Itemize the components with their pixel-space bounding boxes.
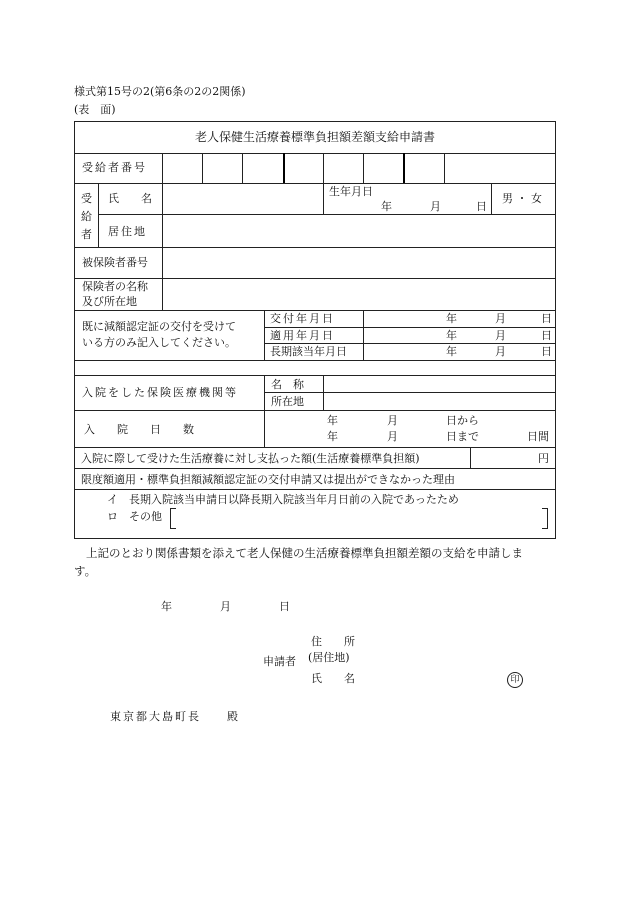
cert-row-day: 日 <box>541 312 552 325</box>
reason-option-a: イ 長期入院該当申請日以降長期入院該当年月日前の入院であったため <box>107 493 459 506</box>
applicant-address-sub: (居住地) <box>308 651 350 664</box>
recipient-label: 受給者 <box>81 192 92 241</box>
cert-row-month: 月 <box>495 345 506 358</box>
yen-unit: 円 <box>538 452 549 465</box>
to-month: 月 <box>387 430 398 443</box>
cert-row-day: 日 <box>541 329 552 342</box>
from-month: 月 <box>387 414 398 427</box>
statement-line: 上記のとおり関係書類を添えて老人保健の生活療養標準負担額差額の支給を申請しま <box>86 546 523 560</box>
cert-row-label: 交付年月日 <box>270 312 335 325</box>
date-month: 月 <box>220 600 231 613</box>
days-unit: 日間 <box>527 430 549 443</box>
statement-line-2: す。 <box>74 564 97 578</box>
recipient-number-label: 受給者番号 <box>82 161 147 174</box>
applicant-name-label: 氏 名 <box>311 672 355 685</box>
applicant-label: 申請者 <box>263 655 296 668</box>
paid-amount-label: 入院に際して受けた生活療養に対し支払った額(生活療養標準負担額) <box>81 452 420 465</box>
birth-day: 日 <box>476 200 487 213</box>
seal-mark: 印 <box>507 672 523 688</box>
bracket-left <box>170 508 176 529</box>
addressee: 東京都大島町長 殿 <box>110 710 240 723</box>
cert-row-year: 年 <box>446 345 457 358</box>
cert-note-2: いる方のみ記入してください。 <box>82 336 236 349</box>
to-day: 日まで <box>446 430 479 443</box>
from-year: 年 <box>327 414 338 427</box>
reason-option-b: ロ その他 <box>107 510 162 523</box>
birth-date-label: 生年月日 <box>329 185 373 198</box>
cert-row-year: 年 <box>446 329 457 342</box>
hospital-days-label: 入 院 日 数 <box>84 423 194 436</box>
insured-number-label: 被保険者番号 <box>82 256 148 269</box>
date-day: 日 <box>279 600 290 613</box>
cert-row-label: 長期該当年月日 <box>270 345 347 358</box>
insurer-label: 保険者の名称 <box>82 280 148 293</box>
insurer-label-2: 及び所在地 <box>82 295 137 308</box>
hospital-address-label: 所在地 <box>271 395 304 408</box>
date-year: 年 <box>161 600 172 613</box>
cert-row-month: 月 <box>495 329 506 342</box>
form-title: 老人保健生活療養標準負担額差額支給申請書 <box>194 130 435 144</box>
address-label: 居住地 <box>108 225 147 238</box>
form-number: 様式第15号の2(第6条の2の2関係) <box>74 85 246 98</box>
cert-row-year: 年 <box>446 312 457 325</box>
sex-choice: 男 ・ 女 <box>502 192 542 205</box>
cert-note: 既に減額認定証の交付を受けて <box>82 320 236 333</box>
bracket-right <box>542 508 548 529</box>
reason-label: 限度額適用・標準負担額減額認定証の交付申請又は提出ができなかった理由 <box>81 473 455 486</box>
cert-row-day: 日 <box>541 345 552 358</box>
applicant-address-label: 住 所 <box>311 635 355 648</box>
cert-row-month: 月 <box>495 312 506 325</box>
to-year: 年 <box>327 430 338 443</box>
from-day: 日から <box>446 414 479 427</box>
form-side: (表 面) <box>74 103 116 116</box>
birth-year: 年 <box>381 200 392 213</box>
hospital-name-label: 名 称 <box>271 378 304 391</box>
name-label: 氏 名 <box>108 192 152 205</box>
birth-month: 月 <box>430 200 441 213</box>
hospital-label: 入院をした保険医療機関等 <box>82 386 238 399</box>
cert-row-label: 適用年月日 <box>270 329 335 342</box>
